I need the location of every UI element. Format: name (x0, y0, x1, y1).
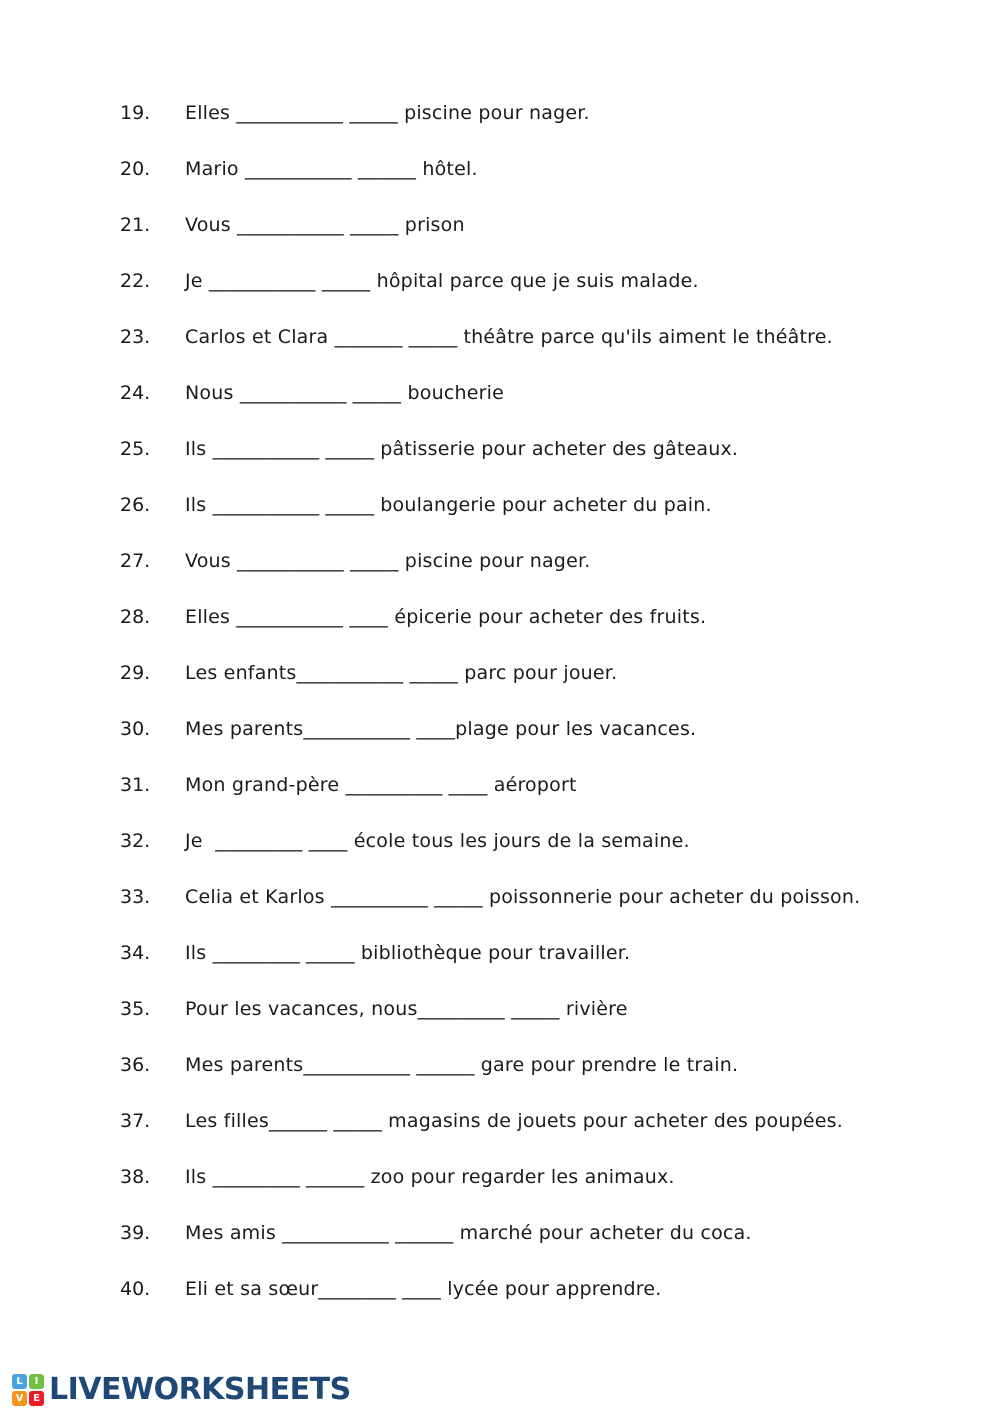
item-text: Mon grand-père __________ ____ aéroport (185, 774, 577, 796)
item-text: Ils _________ _____ bibliothèque pour travailler. (185, 942, 631, 964)
item-number: 23. (120, 326, 151, 348)
logo-tile-l: L (12, 1374, 27, 1389)
item-text: Mes parents___________ ______ gare pour prendre le train. (185, 1054, 739, 1076)
item-number: 40. (120, 1278, 151, 1300)
item-number: 25. (120, 438, 151, 460)
exercise-item (120, 324, 940, 350)
exercise-item (120, 1052, 940, 1078)
item-number: 27. (120, 550, 151, 572)
exercise-item (120, 828, 940, 854)
item-number: 21. (120, 214, 151, 236)
logo-text: LIVEWORKSHEETS (49, 1372, 351, 1407)
logo-tile-v: V (12, 1391, 27, 1406)
item-text: Je ___________ _____ hôpital parce que je suis malade. (185, 270, 699, 292)
logo-tile-i: I (29, 1374, 44, 1389)
exercise-item (120, 1276, 940, 1302)
item-number: 33. (120, 886, 151, 908)
item-number: 36. (120, 1054, 151, 1076)
item-number: 38. (120, 1166, 151, 1188)
exercise-item (120, 940, 940, 966)
exercise-item (120, 884, 940, 910)
item-number: 22. (120, 270, 151, 292)
item-text: Nous ___________ _____ boucherie (185, 382, 504, 404)
exercise-item (120, 1164, 940, 1190)
item-number: 29. (120, 662, 151, 684)
item-number: 35. (120, 998, 151, 1020)
exercise-item (120, 716, 940, 742)
item-text: Vous ___________ _____ prison (185, 214, 465, 236)
exercise-item (120, 212, 940, 238)
item-text: Elles ___________ ____ épicerie pour acheter des fruits. (185, 606, 707, 628)
item-number: 24. (120, 382, 151, 404)
item-text: Ils ___________ _____ pâtisserie pour acheter des gâteaux. (185, 438, 739, 460)
item-number: 28. (120, 606, 151, 628)
exercise-item (120, 380, 940, 406)
item-number: 26. (120, 494, 151, 516)
item-number: 19. (120, 102, 151, 124)
item-text: Ils _________ ______ zoo pour regarder les animaux. (185, 1166, 675, 1188)
exercise-item (120, 996, 940, 1022)
item-text: Mes parents___________ ____plage pour les vacances. (185, 718, 697, 740)
exercise-item (120, 548, 940, 574)
exercise-item (120, 436, 940, 462)
exercise-item (120, 156, 940, 182)
item-number: 30. (120, 718, 151, 740)
exercise-item (120, 660, 940, 686)
exercise-item (120, 268, 940, 294)
item-text: Mes amis ___________ ______ marché pour acheter du coca. (185, 1222, 752, 1244)
item-text: Carlos et Clara _______ _____ théâtre parce qu'ils aiment le théâtre. (185, 326, 833, 348)
item-text: Pour les vacances, nous_________ _____ rivière (185, 998, 628, 1020)
logo-tiles-icon (12, 1374, 44, 1406)
item-number: 31. (120, 774, 151, 796)
item-text: Mario ___________ ______ hôtel. (185, 158, 478, 180)
exercise-item (120, 100, 940, 126)
item-text: Les filles______ _____ magasins de jouets pour acheter des poupées. (185, 1110, 843, 1132)
item-text: Vous ___________ _____ piscine pour nager. (185, 550, 591, 572)
item-number: 39. (120, 1222, 151, 1244)
item-number: 34. (120, 942, 151, 964)
exercise-item (120, 604, 940, 630)
exercise-item (120, 772, 940, 798)
exercise-item (120, 1108, 940, 1134)
exercise-item (120, 1220, 940, 1246)
item-text: Les enfants___________ _____ parc pour jouer. (185, 662, 618, 684)
item-text: Elles ___________ _____ piscine pour nager. (185, 102, 590, 124)
item-text: Ils ___________ _____ boulangerie pour acheter du pain. (185, 494, 712, 516)
logo-tile-e: E (29, 1391, 44, 1406)
item-number: 20. (120, 158, 151, 180)
exercise-item (120, 492, 940, 518)
item-text: Je _________ ____ école tous les jours de la semaine. (185, 830, 690, 852)
item-text: Eli et sa sœur________ ____ lycée pour apprendre. (185, 1278, 662, 1300)
item-text: Celia et Karlos __________ _____ poissonnerie pour acheter du poisson. (185, 886, 861, 908)
liveworksheets-logo (12, 1372, 351, 1407)
item-number: 32. (120, 830, 151, 852)
item-number: 37. (120, 1110, 151, 1132)
